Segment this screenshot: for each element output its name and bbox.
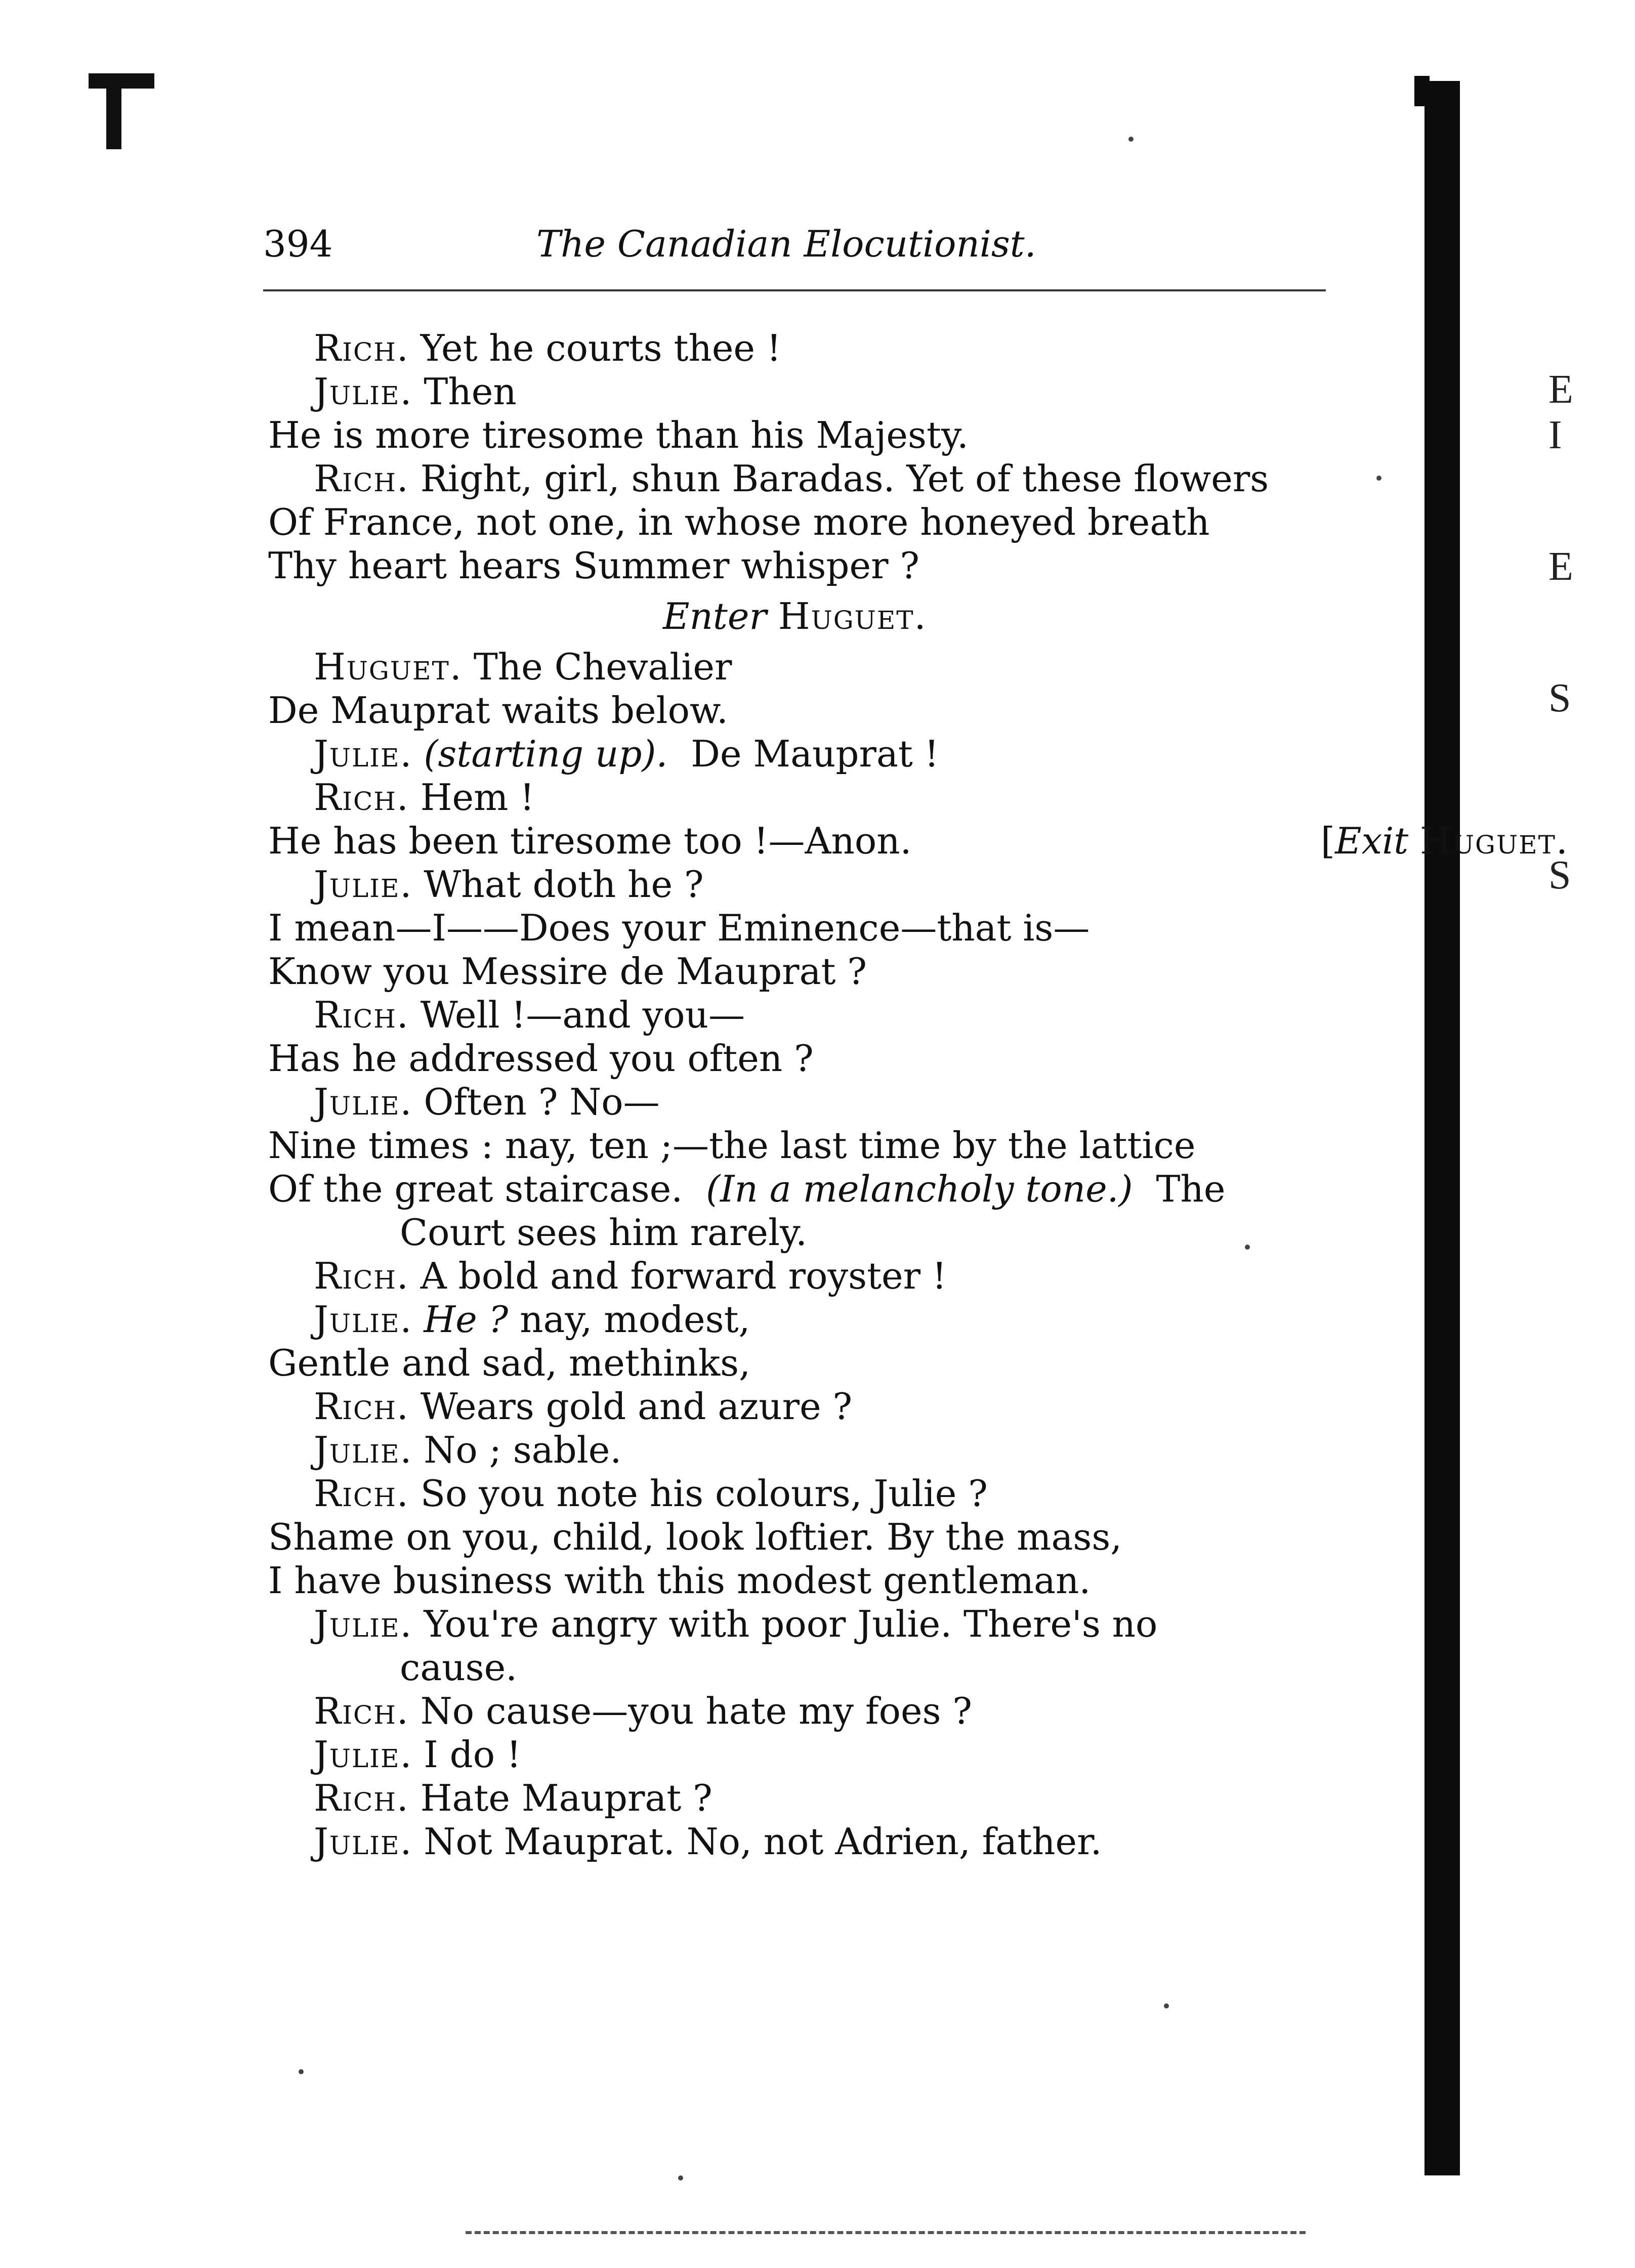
line-text: You're angry with poor Julie. There's no <box>424 1603 1158 1645</box>
exit-bracket: [ <box>1321 820 1335 862</box>
speaker-name: Rich. <box>314 457 409 500</box>
speaker-name: Julie. <box>314 1429 413 1471</box>
line-text: No cause—you hate my foes ? <box>420 1690 973 1732</box>
line-text: Often ? No— <box>424 1081 660 1123</box>
speaker-name: Rich. <box>314 1472 409 1515</box>
dialogue-line <box>314 1472 988 1515</box>
scan-speck <box>1245 1245 1250 1250</box>
margin-glyph: S <box>1548 853 1571 897</box>
dialogue-line <box>314 1733 521 1776</box>
dialogue-line <box>400 1646 517 1689</box>
speaker-name: Julie. <box>314 863 413 906</box>
scan-speck <box>678 2175 683 2180</box>
emphasis-text: He ? <box>424 1298 509 1341</box>
speaker-name: Rich. <box>314 1777 409 1819</box>
margin-glyph: S <box>1548 676 1571 720</box>
dialogue-line <box>268 1167 1225 1211</box>
scan-speck <box>299 2069 304 2074</box>
dialogue-line <box>314 1428 621 1472</box>
scan-speck <box>1376 476 1381 481</box>
line-text: Has he addressed you often ? <box>268 1037 814 1080</box>
dialogue-line <box>268 544 919 587</box>
line-text: A bold and forward royster ! <box>420 1255 947 1297</box>
margin-glyph: E <box>1548 544 1573 589</box>
speaker-name: Julie. <box>314 1081 413 1123</box>
dialogue-line <box>268 819 1569 863</box>
line-text: I do ! <box>424 1733 521 1776</box>
dialogue-line <box>314 457 1269 500</box>
speaker-name: Julie. <box>314 1298 413 1341</box>
line-text: Hem ! <box>420 776 535 819</box>
margin-glyph: I <box>1548 413 1562 457</box>
dialogue-line <box>314 1689 972 1733</box>
line-text: Right, girl, shun Baradas. Yet of these flowers <box>420 457 1269 500</box>
line-text: De Mauprat ! <box>691 733 939 775</box>
line-text: No ; sable. <box>424 1429 622 1471</box>
speaker-name: Rich. <box>314 1385 409 1428</box>
scan-speck <box>1128 137 1134 142</box>
stage-direction-verb: Enter <box>663 595 767 637</box>
scan-corner-stem <box>106 73 121 149</box>
speaker-name: Huguet. <box>314 646 463 688</box>
line-text-after: The <box>1156 1168 1226 1210</box>
page-header <box>263 223 1326 278</box>
stage-aside: (In a melancholy tone.) <box>705 1168 1133 1210</box>
dialogue-line <box>268 1124 1195 1167</box>
speaker-name: Rich. <box>314 1255 409 1297</box>
margin-glyph: E <box>1548 367 1573 412</box>
speaker-name: Huguet. <box>778 595 927 637</box>
dialogue-line <box>314 1080 660 1124</box>
line-text: Court sees him rarely. <box>400 1211 808 1254</box>
dialogue-line <box>268 1515 1122 1559</box>
dialogue-line <box>314 732 939 776</box>
speaker-name: Rich. <box>314 994 409 1036</box>
page-number: 394 <box>263 223 333 265</box>
line-text: Not Mauprat. No, not Adrien, father. <box>424 1820 1102 1863</box>
speaker-name: Julie. <box>314 370 413 413</box>
dialogue-line <box>314 1776 712 1820</box>
dialogue-line <box>268 1037 814 1080</box>
line-text: He has been tiresome too !—Anon. <box>268 820 912 862</box>
dialogue-line <box>314 993 745 1037</box>
dialogue-line <box>314 370 517 413</box>
line-text: Of France, not one, in whose more honeyed breath <box>268 501 1210 543</box>
dialogue-line <box>268 1559 1091 1602</box>
line-text: What doth he ? <box>424 863 704 906</box>
stage-direction <box>663 594 938 638</box>
dialogue-line <box>400 1211 807 1254</box>
dialogue-line <box>314 1254 947 1298</box>
speaker-name: Huguet. <box>1420 820 1569 862</box>
scan-speck <box>1164 2003 1169 2008</box>
line-text: Wears gold and azure ? <box>420 1385 853 1428</box>
line-text: cause. <box>400 1646 518 1689</box>
line-text: Hate Mauprat ? <box>420 1777 712 1819</box>
speaker-name: Rich. <box>314 776 409 819</box>
running-title: The Canadian Elocutionist. <box>536 223 1036 265</box>
line-text: nay, modest, <box>520 1298 750 1341</box>
scan-binding-shadow <box>1424 81 1460 2175</box>
line-text: I mean—I——Does your Eminence—that is— <box>268 907 1090 949</box>
dialogue-line <box>268 906 1089 950</box>
speaker-name: Julie. <box>314 733 413 775</box>
exit-direction <box>1321 819 1580 863</box>
line-text: Of the great staircase. <box>268 1168 683 1210</box>
dialogue-line <box>268 950 867 993</box>
dialogue-line <box>314 645 732 689</box>
line-text: So you note his colours, Julie ? <box>420 1472 988 1515</box>
scan-binding-shadow-top <box>1414 76 1430 106</box>
dialogue-line <box>314 1298 750 1341</box>
line-text: Yet he courts thee ! <box>420 327 781 369</box>
line-text: Thy heart hears Summer whisper ? <box>268 544 919 587</box>
header-rule <box>263 289 1326 291</box>
line-text: Gentle and sad, methinks, <box>268 1342 751 1384</box>
speaker-name: Rich. <box>314 327 409 369</box>
line-text: Then <box>424 370 517 413</box>
line-text: Well !—and you— <box>420 994 745 1036</box>
stage-aside: (starting up). <box>424 733 668 775</box>
speaker-name: Julie. <box>314 1820 413 1863</box>
dialogue-line <box>314 863 704 906</box>
dialogue-line <box>268 500 1210 544</box>
line-text: He is more tiresome than his Majesty. <box>268 414 969 456</box>
speaker-name: Julie. <box>314 1603 413 1645</box>
dialogue-line <box>314 1602 1157 1646</box>
dialogue-line <box>268 689 728 732</box>
speaker-name: Rich. <box>314 1690 409 1732</box>
dialogue-line <box>314 1385 852 1428</box>
line-text: The Chevalier <box>473 646 732 688</box>
dialogue-line <box>268 1341 750 1385</box>
line-text: De Mauprat waits below. <box>268 689 728 732</box>
scan-corner-mark <box>89 73 154 89</box>
dialogue-line <box>314 326 781 370</box>
line-text: Nine times : nay, ten ;—the last time by the lattice <box>268 1124 1196 1167</box>
speaker-name: Julie. <box>314 1733 413 1776</box>
line-text: Shame on you, child, look loftier. By the mass, <box>268 1516 1122 1558</box>
exit-verb: Exit <box>1335 820 1409 862</box>
line-text: Know you Messire de Mauprat ? <box>268 950 867 993</box>
line-text: I have business with this modest gentleman. <box>268 1559 1091 1602</box>
dialogue-line <box>314 1820 1102 1863</box>
dialogue-line <box>314 776 534 819</box>
dialogue-line <box>268 413 969 457</box>
footer-rule <box>466 2231 1306 2234</box>
